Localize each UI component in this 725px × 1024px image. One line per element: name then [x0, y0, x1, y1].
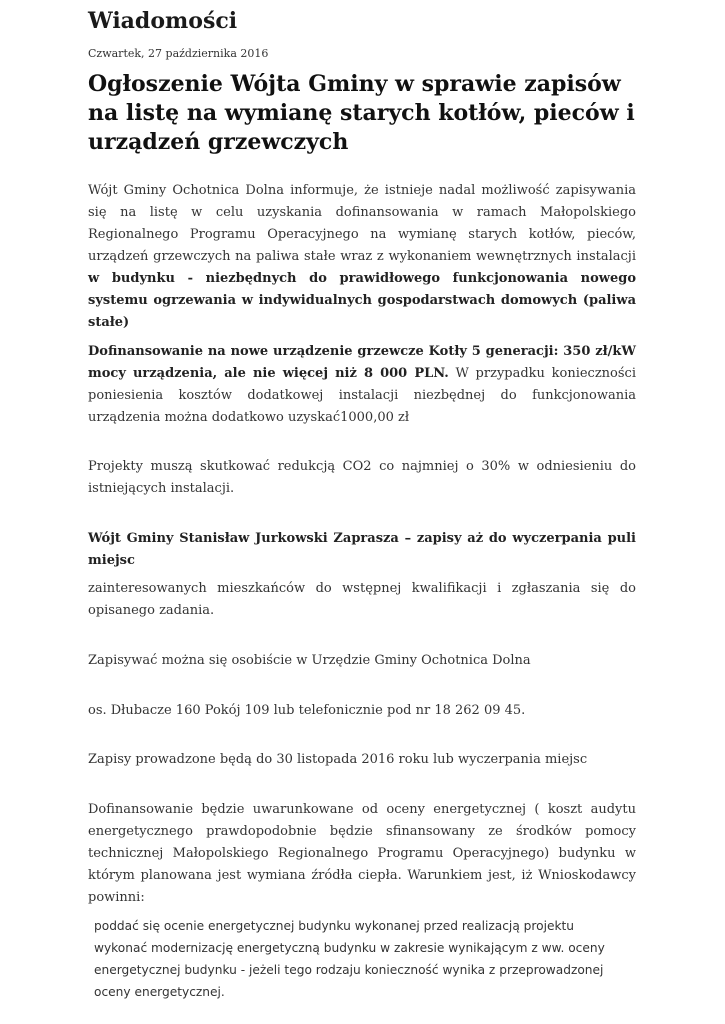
- list-item: wykonać modernizację energetyczną budynku w zakresie wynikającym z ww. oceny energetycznej budynku - jeżeli tego rodzaju konieczność wynika z przeprowadzonej oceny energetycznej.: [94, 941, 605, 999]
- section-title: Wiadomości: [88, 8, 238, 34]
- paragraph-co2: Projekty muszą skutkować redukcją CO2 co najmniej o 30% w odniesieniu do istniejących instalacji.: [88, 459, 636, 496]
- invitation-bold-text: Wójt Gminy Stanisław Jurkowski Zaprasza – zapisy aż do wyczerpania puli miejsc: [88, 531, 636, 568]
- paragraph-funding: [88, 341, 636, 429]
- paragraph-intro: [88, 180, 636, 334]
- requirements-list: [94, 915, 636, 1003]
- paragraph-address: os. Dłubacze 160 Pokój 109 lub telefonicznie pod nr 18 262 09 45.: [88, 703, 526, 718]
- paragraph-deadline: Zapisy prowadzone będą do 30 listopada 2016 roku lub wyczerpania miejsc: [88, 752, 588, 767]
- paragraph-residents: zainteresowanych mieszkańców do wstępnej kwalifikacji i zgłaszania się do opisanego zadania.: [88, 581, 636, 618]
- list-item: poddać się ocenie energetycznej budynku wykonanej przed realizacją projektu: [94, 919, 575, 933]
- intro-text: Wójt Gminy Ochotnica Dolna informuje, że istnieje nadal możliwość zapisywania się na listę w celu uzyskania dofinansowania w ramach Małopolskiego Regionalnego Programu Operacyjnego na wymianę starych kotłów, pieców, urządzeń grzewczych na paliwa stałe wraz z wykonaniem wewnętrznych instalacji: [88, 183, 636, 264]
- funding-bold-text: Dofinansowanie na nowe urządzenie grzewcze Kotły 5 generacji: 350 zł/kW mocy urządzenia, ale nie więcej niż 8 000 PLN.: [88, 344, 636, 381]
- article-date: Czwartek, 27 października 2016: [88, 47, 269, 60]
- funding-text: W przypadku konieczności poniesienia kosztów dodatkowej instalacji niezbędnej do funkcjonowania urządzenia można dodatkowo uzyskać1000,00 zł: [88, 366, 636, 425]
- intro-bold-text: w budynku - niezbędnych do prawidłowego funkcjonowania nowego systemu ogrzewania w indywidualnych gospodarstwach domowych (paliwa stałe): [88, 271, 636, 330]
- paragraph-conditions: Dofinansowanie będzie uwarunkowane od oceny energetycznej ( koszt audytu energetycznego prawdopodobnie będzie sfinansowany ze środków pomocy technicznej Małopolskiego Regionalnego Programu Operacyjnego) budynku w którym planowana jest wymiana źródła ciepła. Warunkiem jest, iż Wnioskodawcy powinni:: [88, 802, 636, 905]
- paragraph-registration-place: Zapisywać można się osobiście w Urzędzie Gminy Ochotnica Dolna: [88, 653, 531, 668]
- paragraph-invitation: [88, 528, 636, 572]
- article-title: Ogłoszenie Wójta Gminy w sprawie zapisów na listę na wymianę starych kotłów, pieców i urządzeń grzewczych: [88, 71, 635, 155]
